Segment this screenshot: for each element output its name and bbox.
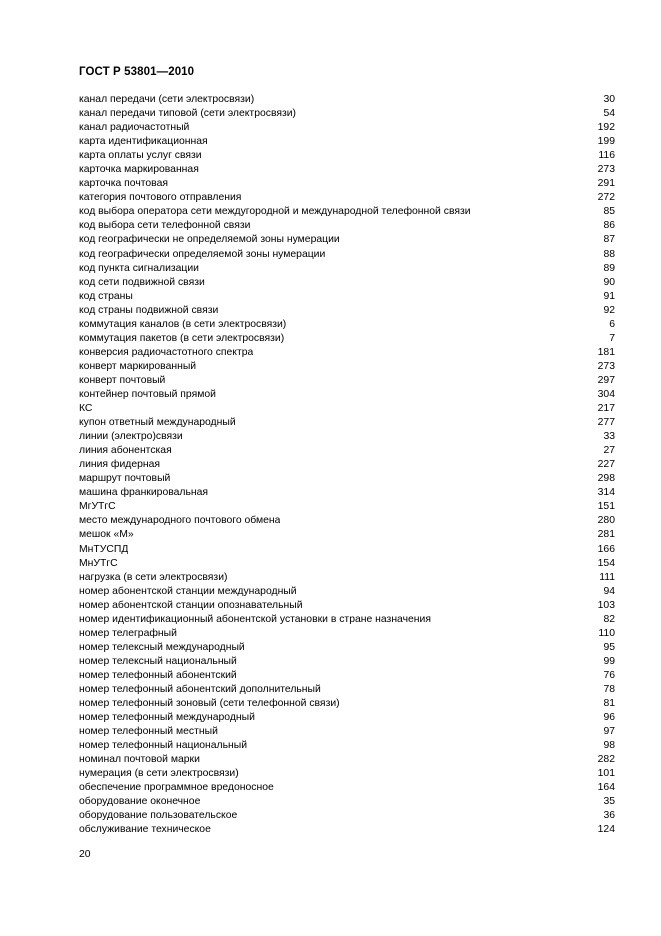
- index-page-ref: 154: [597, 557, 615, 569]
- index-entry: [79, 332, 615, 346]
- index-term: мешок «М»: [79, 529, 134, 541]
- index-term: номер телефонный международный: [79, 712, 255, 724]
- index-page-ref: 33: [603, 431, 615, 443]
- index-term: номер абонентской станции международный: [79, 585, 297, 597]
- index-page-ref: 96: [603, 712, 615, 724]
- index-term: код страны: [79, 290, 133, 302]
- index-page-ref: 116: [598, 150, 615, 162]
- index-entry: [79, 304, 615, 318]
- index-entry: [79, 781, 615, 795]
- index-page-ref: 111: [599, 571, 615, 583]
- index-page-ref: 291: [597, 178, 615, 190]
- index-term: код пункта сигнализации: [79, 262, 199, 274]
- index-entry: [79, 107, 615, 121]
- index-term: канал радиочастотный: [79, 122, 190, 134]
- index-term: номер идентификационный абонентской установки в стране назначения: [79, 613, 431, 625]
- index-page-ref: 85: [603, 206, 615, 218]
- index-page-ref: 6: [609, 318, 615, 330]
- index-page-ref: 91: [603, 290, 615, 302]
- index-page-ref: 282: [597, 754, 615, 766]
- index-term: линия абонентская: [79, 445, 172, 457]
- index-entry: [79, 318, 615, 332]
- page-number: 20: [79, 849, 91, 860]
- index-term: КС: [79, 403, 93, 415]
- index-page-ref: 277: [597, 417, 615, 429]
- index-term: машина франкировальная: [79, 487, 209, 499]
- index-page-ref: 192: [597, 122, 615, 134]
- index-entry: [79, 599, 615, 613]
- index-entry: [79, 528, 615, 542]
- index-term: обслуживание техническое: [79, 824, 211, 836]
- index-term: код страны подвижной связи: [79, 304, 219, 316]
- index-page-ref: 82: [603, 613, 615, 625]
- index-entry: [79, 290, 615, 304]
- index-term: МнУТгС: [79, 557, 118, 569]
- index-page-ref: 166: [597, 543, 615, 555]
- index-entry: [79, 711, 615, 725]
- index-page-ref: 314: [597, 487, 615, 499]
- index-page-ref: 298: [597, 473, 615, 485]
- index-entry: [79, 388, 615, 402]
- index-entry: [79, 557, 615, 571]
- index-page-ref: 54: [603, 108, 615, 120]
- index-entry: [79, 430, 615, 444]
- index-page-ref: 280: [597, 515, 615, 527]
- index-entry: [79, 486, 615, 500]
- index-term: код выбора сети телефонной связи: [79, 220, 251, 232]
- index-page-ref: 97: [603, 726, 615, 738]
- index-term: купон ответный международный: [79, 417, 236, 429]
- index-entry: [79, 809, 615, 823]
- index-entry: [79, 233, 615, 247]
- index-entry: [79, 823, 615, 837]
- index-term: конверсия радиочастотного спектра: [79, 346, 254, 358]
- index-entry: [79, 205, 615, 219]
- index-entry: [79, 163, 615, 177]
- index-entry: [79, 753, 615, 767]
- index-entry: [79, 795, 615, 809]
- index-entry: [79, 655, 615, 669]
- document-header: ГОСТ Р 53801—2010: [79, 66, 195, 78]
- index-page-ref: 272: [597, 192, 615, 204]
- index-page-ref: 87: [603, 234, 615, 246]
- index-term: код сети подвижной связи: [79, 276, 205, 288]
- index-page-ref: 297: [597, 374, 615, 386]
- index-entry: [79, 472, 615, 486]
- index-page-ref: 281: [597, 529, 615, 541]
- index-entry: [79, 500, 615, 514]
- index-entry: [79, 402, 615, 416]
- index-term: конверт почтовый: [79, 374, 166, 386]
- index-entry: [79, 571, 615, 585]
- index-term: код выбора оператора сети междугородной и международной телефонной связи: [79, 206, 471, 218]
- index-entry: [79, 346, 615, 360]
- index-entry: [79, 121, 615, 135]
- index-page-ref: 7: [609, 332, 615, 344]
- index-page-ref: 94: [603, 585, 615, 597]
- index-term: обеспечение программное вредоносное: [79, 782, 274, 794]
- index-page-ref: 98: [603, 740, 615, 752]
- index-term: нагрузка (в сети электросвязи): [79, 571, 228, 583]
- index-term: номер телефонный национальный: [79, 740, 248, 752]
- index-entry: [79, 219, 615, 233]
- term-index-list: [79, 93, 615, 837]
- index-term: нумерация (в сети электросвязи): [79, 768, 239, 780]
- index-page-ref: 78: [603, 683, 615, 695]
- index-term: канал передачи типовой (сети электросвязи): [79, 108, 297, 120]
- index-entry: [79, 585, 615, 599]
- index-term: место международного почтового обмена: [79, 515, 281, 527]
- index-page-ref: 89: [603, 262, 615, 274]
- index-entry: [79, 458, 615, 472]
- index-page-ref: 110: [598, 627, 615, 639]
- index-term: категория почтового отправления: [79, 192, 242, 204]
- index-page-ref: 81: [603, 698, 615, 710]
- index-page-ref: 99: [603, 655, 615, 667]
- index-term: номер телефонный абонентский дополнительный: [79, 683, 321, 695]
- index-page-ref: 164: [597, 782, 615, 794]
- index-term: коммутация каналов (в сети электросвязи): [79, 318, 287, 330]
- index-term: МнТУСПД: [79, 543, 129, 555]
- index-entry: [79, 514, 615, 528]
- index-term: оборудование пользовательское: [79, 810, 238, 822]
- index-term: номер телефонный зоновый (сети телефонной связи): [79, 698, 340, 710]
- index-term: карточка маркированная: [79, 164, 199, 176]
- index-page-ref: 273: [597, 360, 615, 372]
- index-page-ref: 76: [603, 669, 615, 681]
- index-page-ref: 36: [603, 810, 615, 822]
- index-term: номер телефонный местный: [79, 726, 218, 738]
- index-term: линии (электро)связи: [79, 431, 183, 443]
- index-entry: [79, 416, 615, 430]
- index-entry: [79, 613, 615, 627]
- index-page-ref: 88: [603, 248, 615, 260]
- index-term: канал передачи (сети электросвязи): [79, 94, 255, 105]
- index-page-ref: 124: [597, 824, 615, 836]
- index-entry: [79, 627, 615, 641]
- index-entry: [79, 767, 615, 781]
- index-page-ref: 101: [597, 768, 615, 780]
- index-term: контейнер почтовый прямой: [79, 388, 216, 400]
- index-entry: [79, 262, 615, 276]
- index-page-ref: 30: [603, 94, 615, 105]
- index-page-ref: 199: [597, 136, 615, 148]
- index-page-ref: 273: [597, 164, 615, 176]
- index-term: номер телеграфный: [79, 627, 177, 639]
- index-page-ref: 35: [603, 796, 615, 808]
- index-term: конверт маркированный: [79, 360, 197, 372]
- index-term: номер телефонный абонентский: [79, 669, 237, 681]
- index-entry: [79, 93, 615, 107]
- index-term: карточка почтовая: [79, 178, 168, 190]
- index-page-ref: 103: [597, 599, 615, 611]
- index-term: номинал почтовой марки: [79, 754, 200, 766]
- index-page-ref: 92: [603, 304, 615, 316]
- index-page-ref: 151: [597, 501, 615, 513]
- index-entry: [79, 739, 615, 753]
- index-entry: [79, 543, 615, 557]
- index-term: номер телексный национальный: [79, 655, 237, 667]
- index-page-ref: 217: [597, 403, 615, 415]
- index-entry: [79, 191, 615, 205]
- index-entry: [79, 135, 615, 149]
- index-term: коммутация пакетов (в сети электросвязи): [79, 332, 285, 344]
- index-entry: [79, 725, 615, 739]
- index-term: карта идентификационная: [79, 136, 208, 148]
- index-page-ref: 27: [603, 445, 615, 457]
- index-entry: [79, 697, 615, 711]
- index-entry: [79, 444, 615, 458]
- index-term: номер абонентской станции опознавательный: [79, 599, 303, 611]
- index-term: маршрут почтовый: [79, 473, 171, 485]
- index-term: карта оплаты услуг связи: [79, 150, 202, 162]
- index-page-ref: 95: [603, 641, 615, 653]
- index-term: линия фидерная: [79, 459, 161, 471]
- index-entry: [79, 683, 615, 697]
- index-entry: [79, 248, 615, 262]
- index-page-ref: 227: [597, 459, 615, 471]
- index-term: МгУТгС: [79, 501, 116, 513]
- index-term: оборудование оконечное: [79, 796, 201, 808]
- index-entry: [79, 177, 615, 191]
- index-term: код географически не определяемой зоны нумерации: [79, 234, 340, 246]
- index-entry: [79, 149, 615, 163]
- index-entry: [79, 360, 615, 374]
- index-page-ref: 304: [597, 388, 615, 400]
- index-entry: [79, 374, 615, 388]
- index-term: код географически определяемой зоны нумерации: [79, 248, 326, 260]
- index-page-ref: 86: [603, 220, 615, 232]
- index-entry: [79, 276, 615, 290]
- index-entry: [79, 669, 615, 683]
- index-page-ref: 90: [603, 276, 615, 288]
- index-entry: [79, 641, 615, 655]
- index-term: номер телексный международный: [79, 641, 245, 653]
- index-page-ref: 181: [597, 346, 615, 358]
